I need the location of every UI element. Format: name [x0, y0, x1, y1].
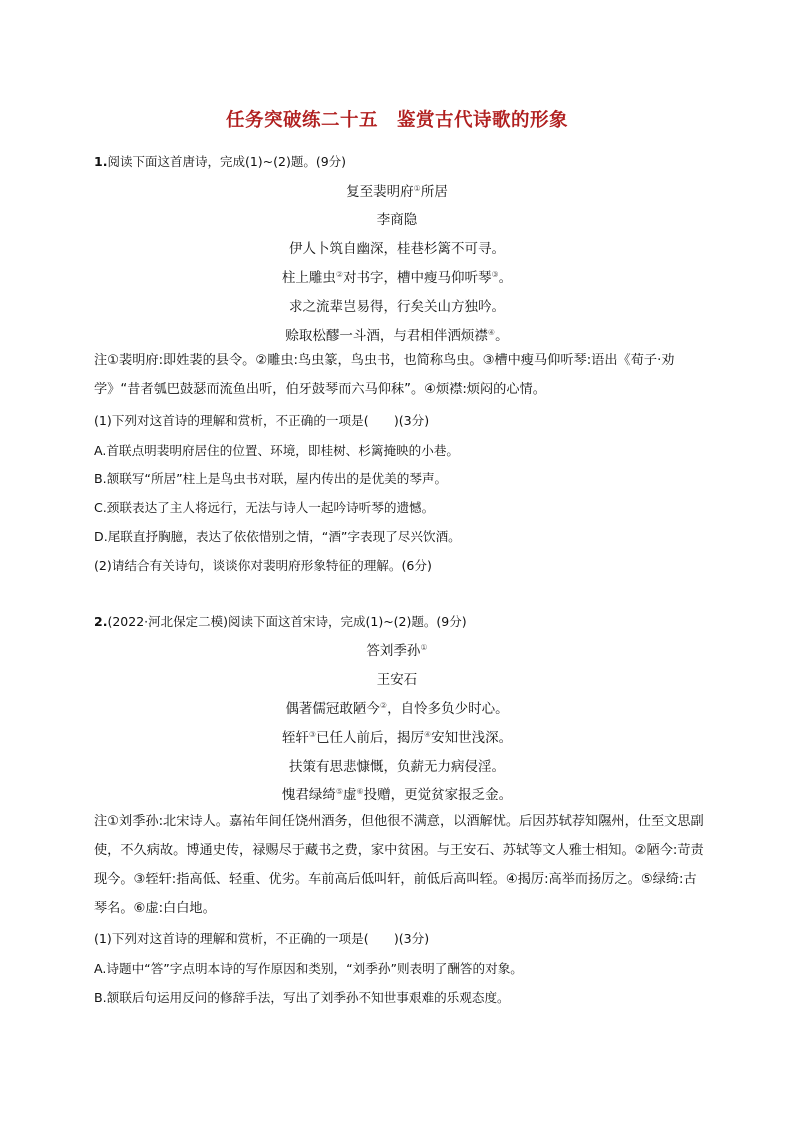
- q1-author: 李商隐: [376, 212, 418, 228]
- q1-option-a: A.首联点明裴明府居住的位置、环境，即桂树、杉篱掩映的小巷。: [94, 443, 460, 458]
- q1-option-d: D.尾联直抒胸臆，表达了依依惜别之情，“酒”字表现了尽兴饮酒。: [94, 529, 461, 544]
- q2-poem-line: 偶著儒冠敢陋今②，自怜多负少时心。: [285, 701, 509, 717]
- q1-option-b: B.颔联写“所居”柱上是鸟虫书对联，屋内传出的是优美的琴声。: [94, 471, 448, 486]
- q2-note: 注①刘季孙:北宋诗人。嘉祐年间任饶州酒务，但他很不满意，以酒解忧。后因苏轼荐知隰州，仕至文思副使，不久病故。博通史传，禄赐尽于藏书之费，家中贫困。与王安石、苏轼等文人雅士相知。②陋今:苛责现今。③轾轩:指高低、轻重、优劣。车前高后低叫轩，前低后高叫轾。④揭厉:高举而扬厉之。⑤绿绮:古琴名。⑥虚:白白地。: [94, 814, 704, 916]
- q2-option-b: B.颔联后句运用反问的修辞手法，写出了刘季孙不知世事艰难的乐观态度。: [94, 990, 510, 1005]
- q1-subquestion-2: (2)请结合有关诗句，谈谈你对裴明府形象特征的理解。(6分): [94, 558, 432, 573]
- q2-poem-line: 扶策有思悲慷慨，负薪无力病侵淫。: [289, 759, 505, 775]
- q1-poem-line: 伊人卜筑自幽深，桂巷杉篱不可寻。: [289, 241, 505, 257]
- q1-intro: 阅读下面这首唐诗，完成(1)~(2)题。(9分): [107, 154, 347, 169]
- page-title: 任务突破练二十五 鉴赏古代诗歌的形象: [225, 110, 568, 131]
- q1-option-c: C.颈联表达了主人将远行，无法与诗人一起吟诗听琴的遗憾。: [94, 500, 435, 515]
- q1-poem-line: 赊取松醪一斗酒，与君相伴洒烦襟④。: [285, 328, 509, 344]
- q2-poem-line: 愧君绿绮⑤虚⑥投赠，更觉贫家报乏金。: [281, 787, 513, 803]
- q2-header: [94, 612, 467, 630]
- q2-intro: (2022·河北保定二模)阅读下面这首宋诗，完成(1)~(2)题。(9分): [107, 614, 467, 629]
- q1-number: 1.: [94, 154, 108, 169]
- q2-poem-line: 轾轩③已任人前后，揭厉④安知世浅深。: [281, 730, 513, 746]
- q2-poem-title: 答刘季孙①: [366, 643, 428, 659]
- q2-subquestion-1: (1)下列对这首诗的理解和赏析，不正确的一项是( )(3分): [94, 931, 430, 946]
- q1-poem-line: 求之流辈岂易得，行矣关山方独吟。: [289, 299, 505, 315]
- q1-subquestion-1: (1)下列对这首诗的理解和赏析，不正确的一项是( )(3分): [94, 413, 430, 428]
- q1-header: [94, 152, 346, 170]
- q2-number: 2.: [94, 614, 108, 629]
- q1-poem-title: 复至裴明府①所居: [346, 184, 448, 200]
- q2-option-a: A.诗题中“答”字点明本诗的写作原因和类别，“刘季孙”则表明了酬答的对象。: [94, 961, 523, 976]
- q2-author: 王安石: [376, 672, 418, 688]
- q1-note: 注①裴明府:即姓裴的县令。②雕虫:鸟虫篆，鸟虫书，也简称鸟虫。③槽中瘦马仰听琴:语出《荀子·劝学》“昔者瓠巴鼓瑟而流鱼出听，伯牙鼓琴而六马仰秣”。④烦襟:烦闷的心情。: [94, 353, 675, 397]
- q1-poem-line: 柱上雕虫②对书字，槽中瘦马仰听琴③。: [281, 270, 513, 286]
